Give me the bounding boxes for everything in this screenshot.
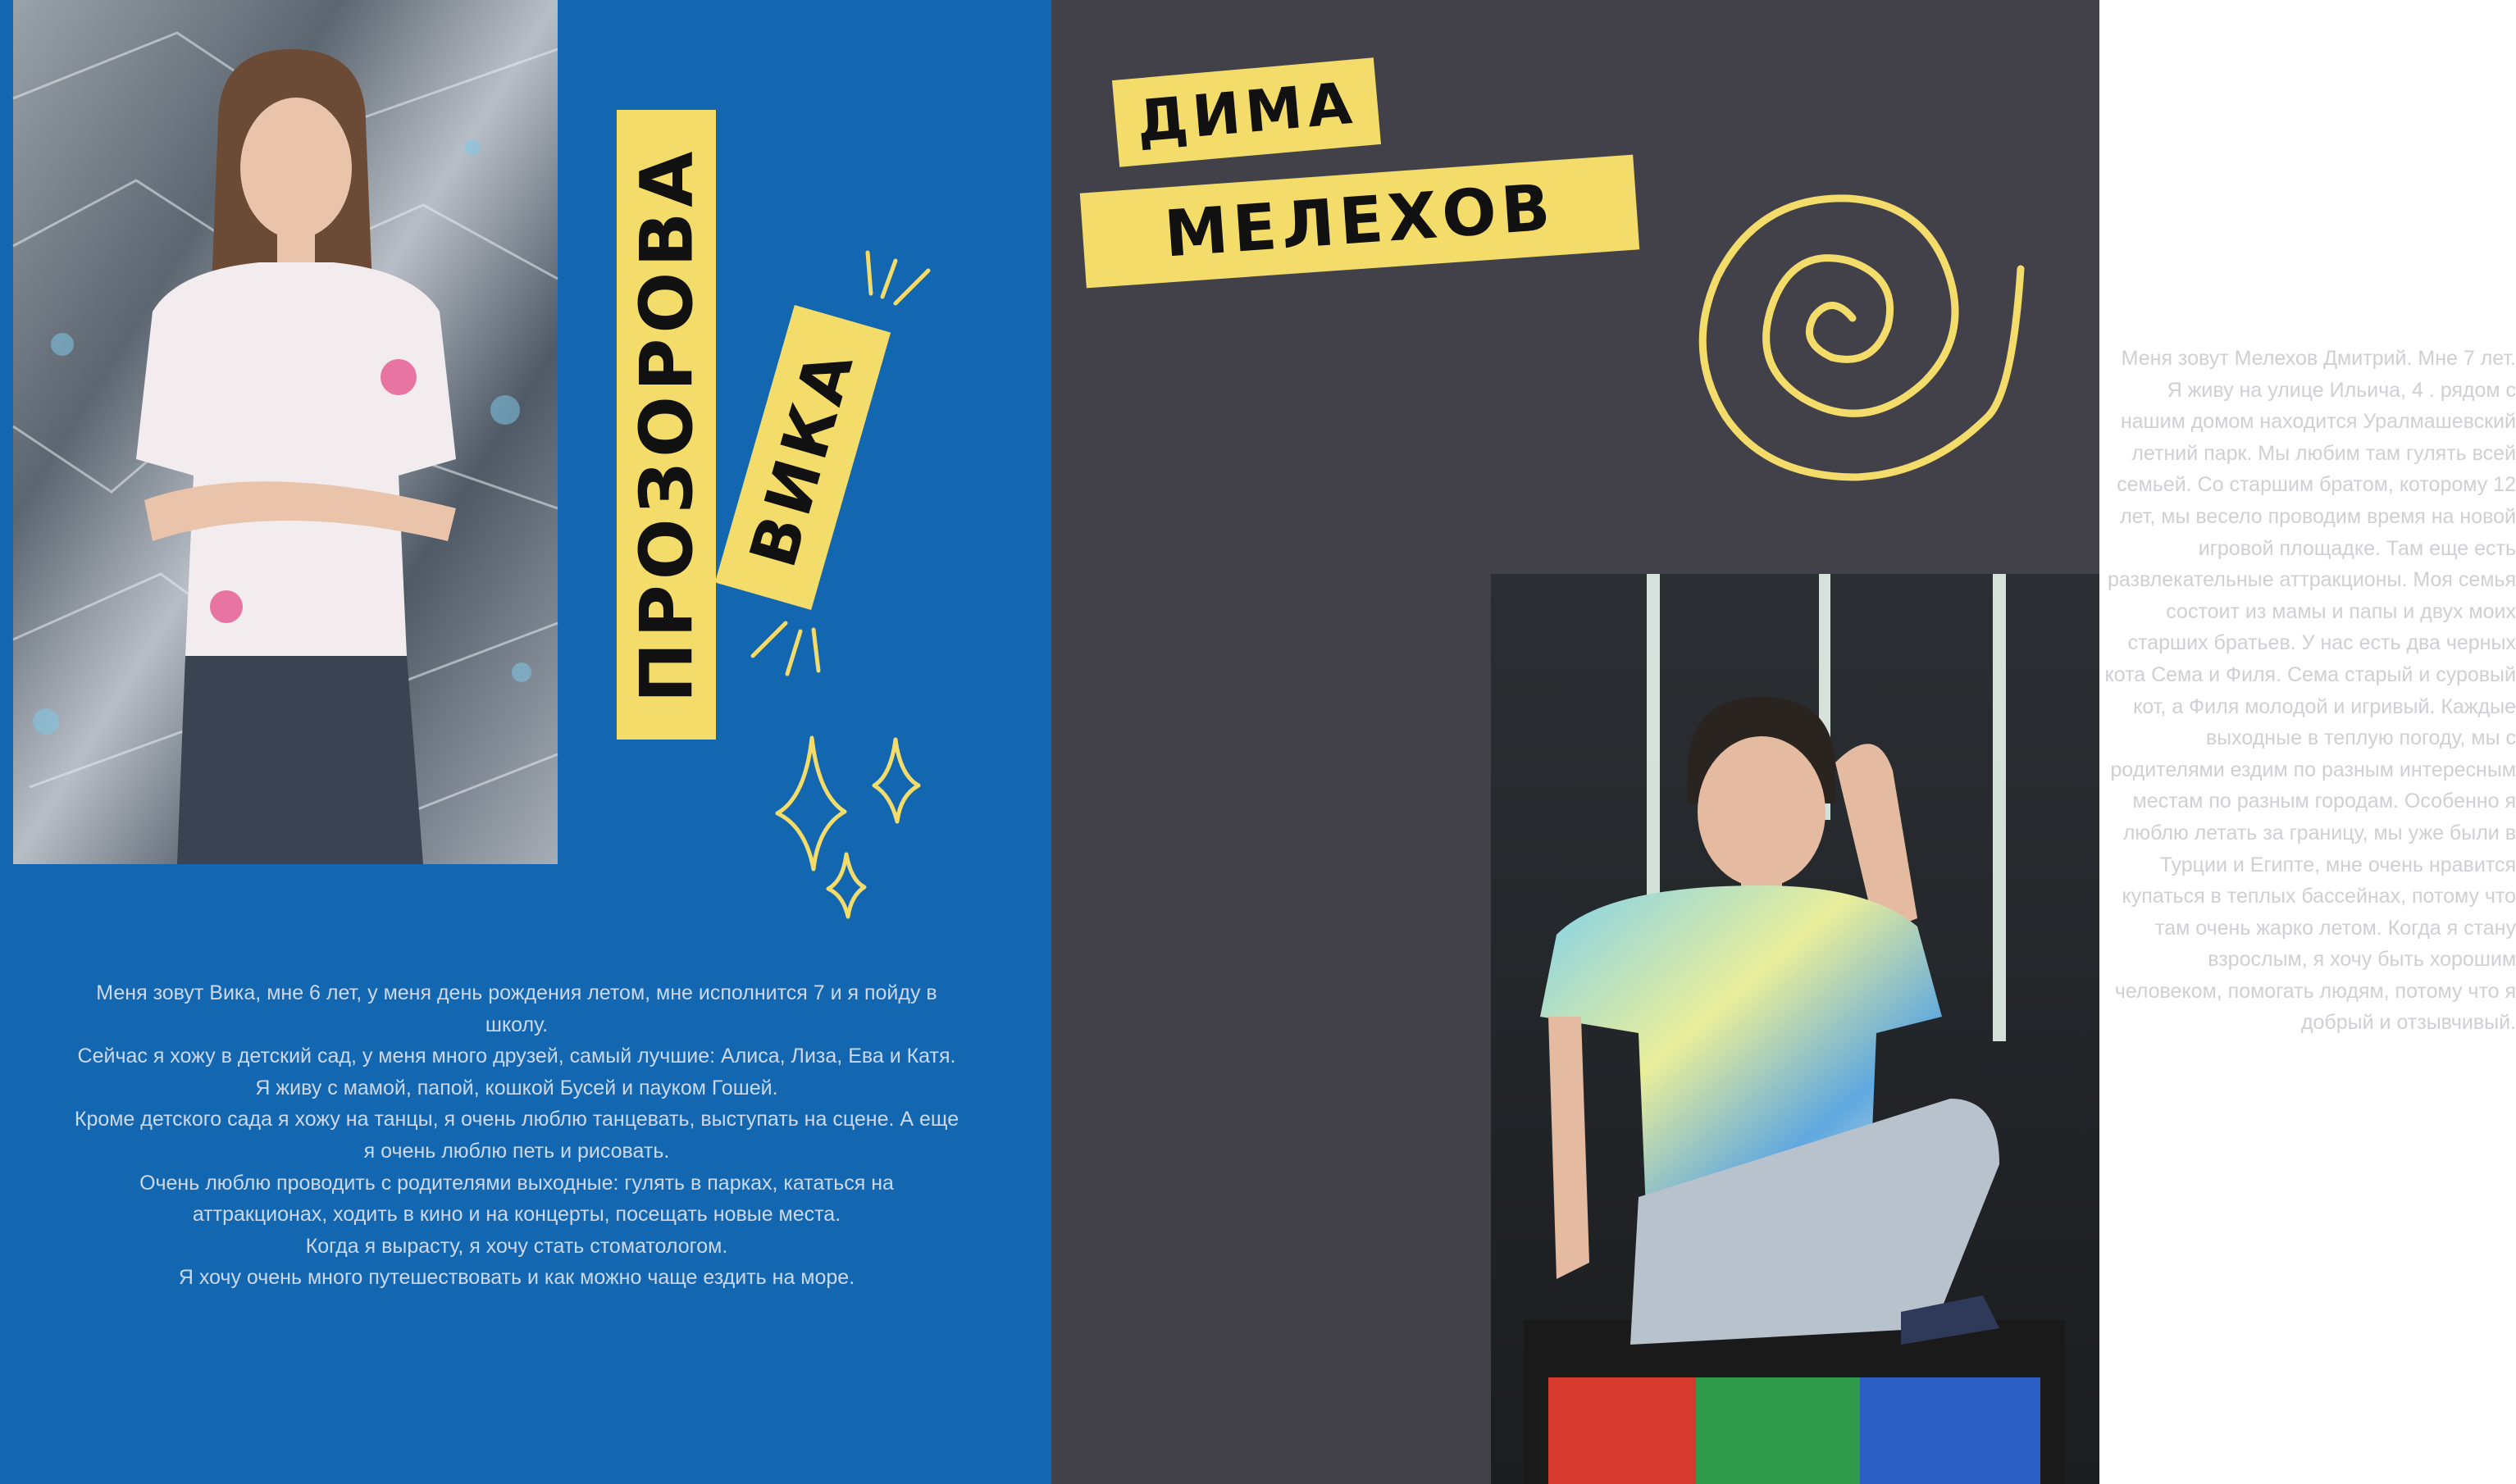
sparkle-icon xyxy=(771,730,935,926)
spiral-icon xyxy=(1668,146,2021,498)
story-paragraph: Я хочу очень много путешествовать и как можно чаще ездить на море. xyxy=(178,1266,855,1290)
dima-story: Меня зовут Мелехов Дмитрий. Мне 7 лет. Я живу на улице Ильича, 4 . рядом с нашим домом находится Уралмашевский летний парк. Мы любим там гулять всей семьей. Со старшим братом, которому 12 лет, мы весело проводим время на новой игровой площадке. Там еще есть развлекательные аттракционы. Моя семья состоит из мамы и папы и двух моих старших братьев. У нас есть два черных кота Сема и Филя. Сема старый и суровый кот, а Филя молодой и игривый. Каждые выходные в теплую погоду, мы с родителями ездим по разным интересным местам по разным городам. Особенно я люблю летать за границу, мы уже были в Турции и Египте, мне очень нравится купаться в теплых бассейнах, потому что там очень жарко летом. Когда я стану взрослым, я хочу быть хорошим человеком, помогать людям, потому что я добрый и отзывчивый. xyxy=(2104,347,2516,1035)
right-page xyxy=(1051,0,2516,1484)
surname-label xyxy=(617,110,716,740)
last-name-label xyxy=(1080,155,1639,289)
story-paragraph: Меня зовут Вика, мне 6 лет, у меня день рождения летом, мне исполнится 7 и я пойду в школу. xyxy=(96,981,937,1036)
surname-text: ПРОЗОРОВА xyxy=(624,146,709,703)
story-paragraph: Кроме детского сада я хожу на танцы, я очень люблю танцевать, выступать на сцене. А еще я очень люблю петь и рисовать. xyxy=(74,1108,959,1163)
left-page xyxy=(0,0,1051,1484)
last-name-text: МЕЛЕХОВ xyxy=(1162,171,1557,272)
first-name-text: ДИМА xyxy=(1133,69,1360,156)
story-paragraph: Я живу с мамой, папой, кошкой Бусей и пауком Гошей. xyxy=(255,1076,778,1099)
burst-lines-icon xyxy=(853,246,935,320)
dima-photo xyxy=(1491,574,2099,1484)
story-paragraph: Сейчас я хожу в детский сад, у меня много друзей, самый лучшие: Алиса, Лиза, Ева и Катя. xyxy=(77,1045,956,1068)
first-name-text: ВИКА xyxy=(736,339,869,576)
first-name-label xyxy=(1112,57,1381,166)
first-name-label xyxy=(715,305,891,610)
story-paragraph: Когда я вырасту, я хочу стать стоматологом. xyxy=(305,1234,728,1258)
burst-lines-icon xyxy=(746,607,828,681)
story-paragraph: Очень люблю проводить с родителями выходные: гулять в парках, кататься на аттракционах, ходить в кино и на концерты, посещать новые места. xyxy=(139,1171,894,1227)
vika-photo xyxy=(13,0,558,864)
vika-story xyxy=(74,977,959,1294)
